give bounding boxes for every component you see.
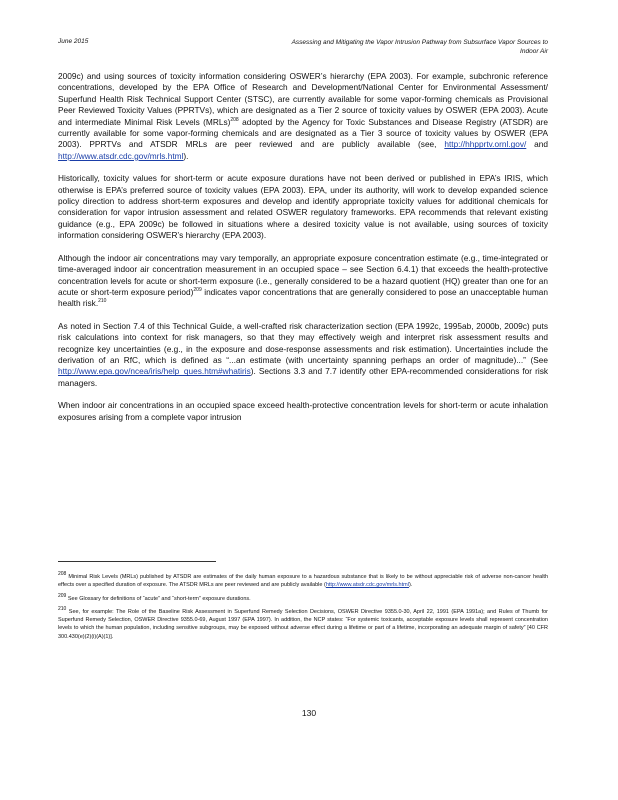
paragraph-1	[58, 71, 548, 162]
header-date: June 2015	[58, 38, 89, 45]
paragraph-text: ).	[183, 150, 189, 161]
footnote-text: See, for example: The Role of the Baseline Risk Assessment in Superfund Remedy Selection Decisions, OSWER Directive 9355.0-30, April 22, 1991 (EPA 1991a); and Rules of Thumb for Superfund Remedy Selection, OSWER Directive 9355.0-69, August 1997 (EPA 1997). In addition, the NCP states: “For systemic toxicants, acceptable exposure levels shall represent concentration levels to which the human population, including sensitive subgroups, may be exposed without adverse effect during a lifetime or part of a lifetime, incorporating an adequate margin of safety” [40 CFR 300.430(e)(2)(i)(A)(1)].	[58, 608, 549, 640]
footnote-ref[interactable]: 208	[230, 116, 239, 123]
footnote-divider	[58, 561, 216, 562]
footnote-text: See Glossary for definitions of “acute” and “short-term” exposure durations.	[67, 595, 251, 602]
footnote-link[interactable]: http://www.atsdr.cdc.gov/mrls.html	[325, 582, 409, 589]
paragraph-4	[58, 321, 548, 389]
atsdr-mrls-link[interactable]: http://www.atsdr.cdc.gov/mrls.html	[58, 150, 184, 161]
paragraph-2: Historically, toxicity values for short-term or acute exposure durations have not been derived or published in EPA’s IRIS, which otherwise is EPA’s preferred source of toxicity values (EPA 2003). EPA, under its authority, will work to develop expanded science policy direction to address short-term exposures and develop and identify appropriate toxicity values for additional chemicals for consideration for vapor intrusion assessment and related OSWER regulatory frameworks. EPA recommends that relevant existing guidance (e.g., EPA 2009c) be followed in situations where a desired toxicity value is not available, using sources of toxicity information considering OSWER’s hierarchy (EPA 2003).	[58, 173, 548, 241]
paragraph-3	[58, 253, 548, 310]
footnote-number: 210	[58, 606, 67, 613]
paragraph-text: Although the indoor air concentrations may vary temporally, an appropriate exposure concentration estimate (e.g., time-integrated or time-averaged indoor air concentration measurement in an occupied space – see Section 6.4.1) that exceeds the health-protective concentration levels for acute or short-term exposure (i.e., generally considered to be a hazard quotient (HQ) greater than one for an acute or short-term exposure period)	[58, 252, 548, 297]
pprtv-link[interactable]: http://hhpprtv.ornl.gov/	[444, 139, 527, 150]
page-number: 130	[301, 708, 317, 718]
paragraph-text: indicates vapor concentrations that are generally considered to pose an unacceptable human health risk.	[58, 286, 548, 309]
footnote-210	[58, 608, 548, 641]
paragraph-5: When indoor air concentrations in an occupied space exceed health-protective concentration levels for short-term or acute inhalation exposures arising from a complete vapor intrusion	[58, 400, 548, 422]
footnotes	[58, 573, 548, 646]
footnote-ref[interactable]: 210	[98, 298, 107, 305]
paragraph-text: and	[526, 139, 548, 150]
footnote-209	[58, 592, 548, 603]
paragraph-text: As noted in Section 7.4 of this Technical Guide, a well-crafted risk characterization section (EPA 1992c, 1995ab, 2000b, 2009c) puts risk calculations into context for risk managers, so that they may effectively weigh and interpret risk assessment results and recognize key uncertainties (e.g., in the exposure and dose-response assessments and risk estimation). Uncertainties include the derivation of an RfC, which is defined as “...an estimate (with uncertainty spanning perhaps an order of magnitude)...” (See	[58, 320, 548, 365]
footnote-ref[interactable]: 209	[193, 287, 202, 294]
footnote-208	[58, 573, 548, 590]
footnote-number: 208	[58, 571, 67, 578]
iris-help-link[interactable]: http://www.epa.gov/ncea/iris/help_ques.htm#whatiris	[58, 366, 251, 377]
paragraph-text: adopted by the Agency for Toxic Substances and Disease Registry (ATSDR) are currently available for some vapor-forming chemicals and are designated as a Tier 3 source of toxicity values by OSWER (EPA 2003). PPRTVs and ATSDR MRLs are peer reviewed and are publicly available (see,	[58, 116, 548, 150]
footnote-text: ).	[408, 582, 413, 589]
body-text	[58, 71, 548, 434]
header-title: Assessing and Mitigating the Vapor Intrusion Pathway from Subsurface Vapor Sources to Indoor Air	[291, 39, 548, 55]
footnote-text: Minimal Risk Levels (MRLs) published by ATSDR are estimates of the daily human exposure to a hazardous substance that is likely to be without appreciable risk of adverse non-cancer health effects over a specified duration of exposure. The ATSDR MRLs are peer reviewed and are publicly available (	[58, 574, 548, 589]
footnote-number: 209	[58, 592, 67, 599]
paragraph-text: ). Sections 3.3 and 7.7 identify other EPA-recommended considerations for risk managers.	[58, 366, 548, 388]
paragraph-text: 2009c) and using sources of toxicity information considering OSWER’s hierarchy (EPA 2003). For example, subchronic reference concentrations, developed by the EPA Office of Research and Development/National Center for Environmental Assessment/ Superfund Health Risk Technical Support Center (STSC), are currently available for some vapor-forming chemicals as Provisional Peer Reviewed Toxicity Values (PPRTVs), which are designated as a Tier 2 source of toxicity values by OSWER (EPA 2003). Acute and intermediate Minimal Risk Levels (MRLs)	[58, 71, 548, 127]
